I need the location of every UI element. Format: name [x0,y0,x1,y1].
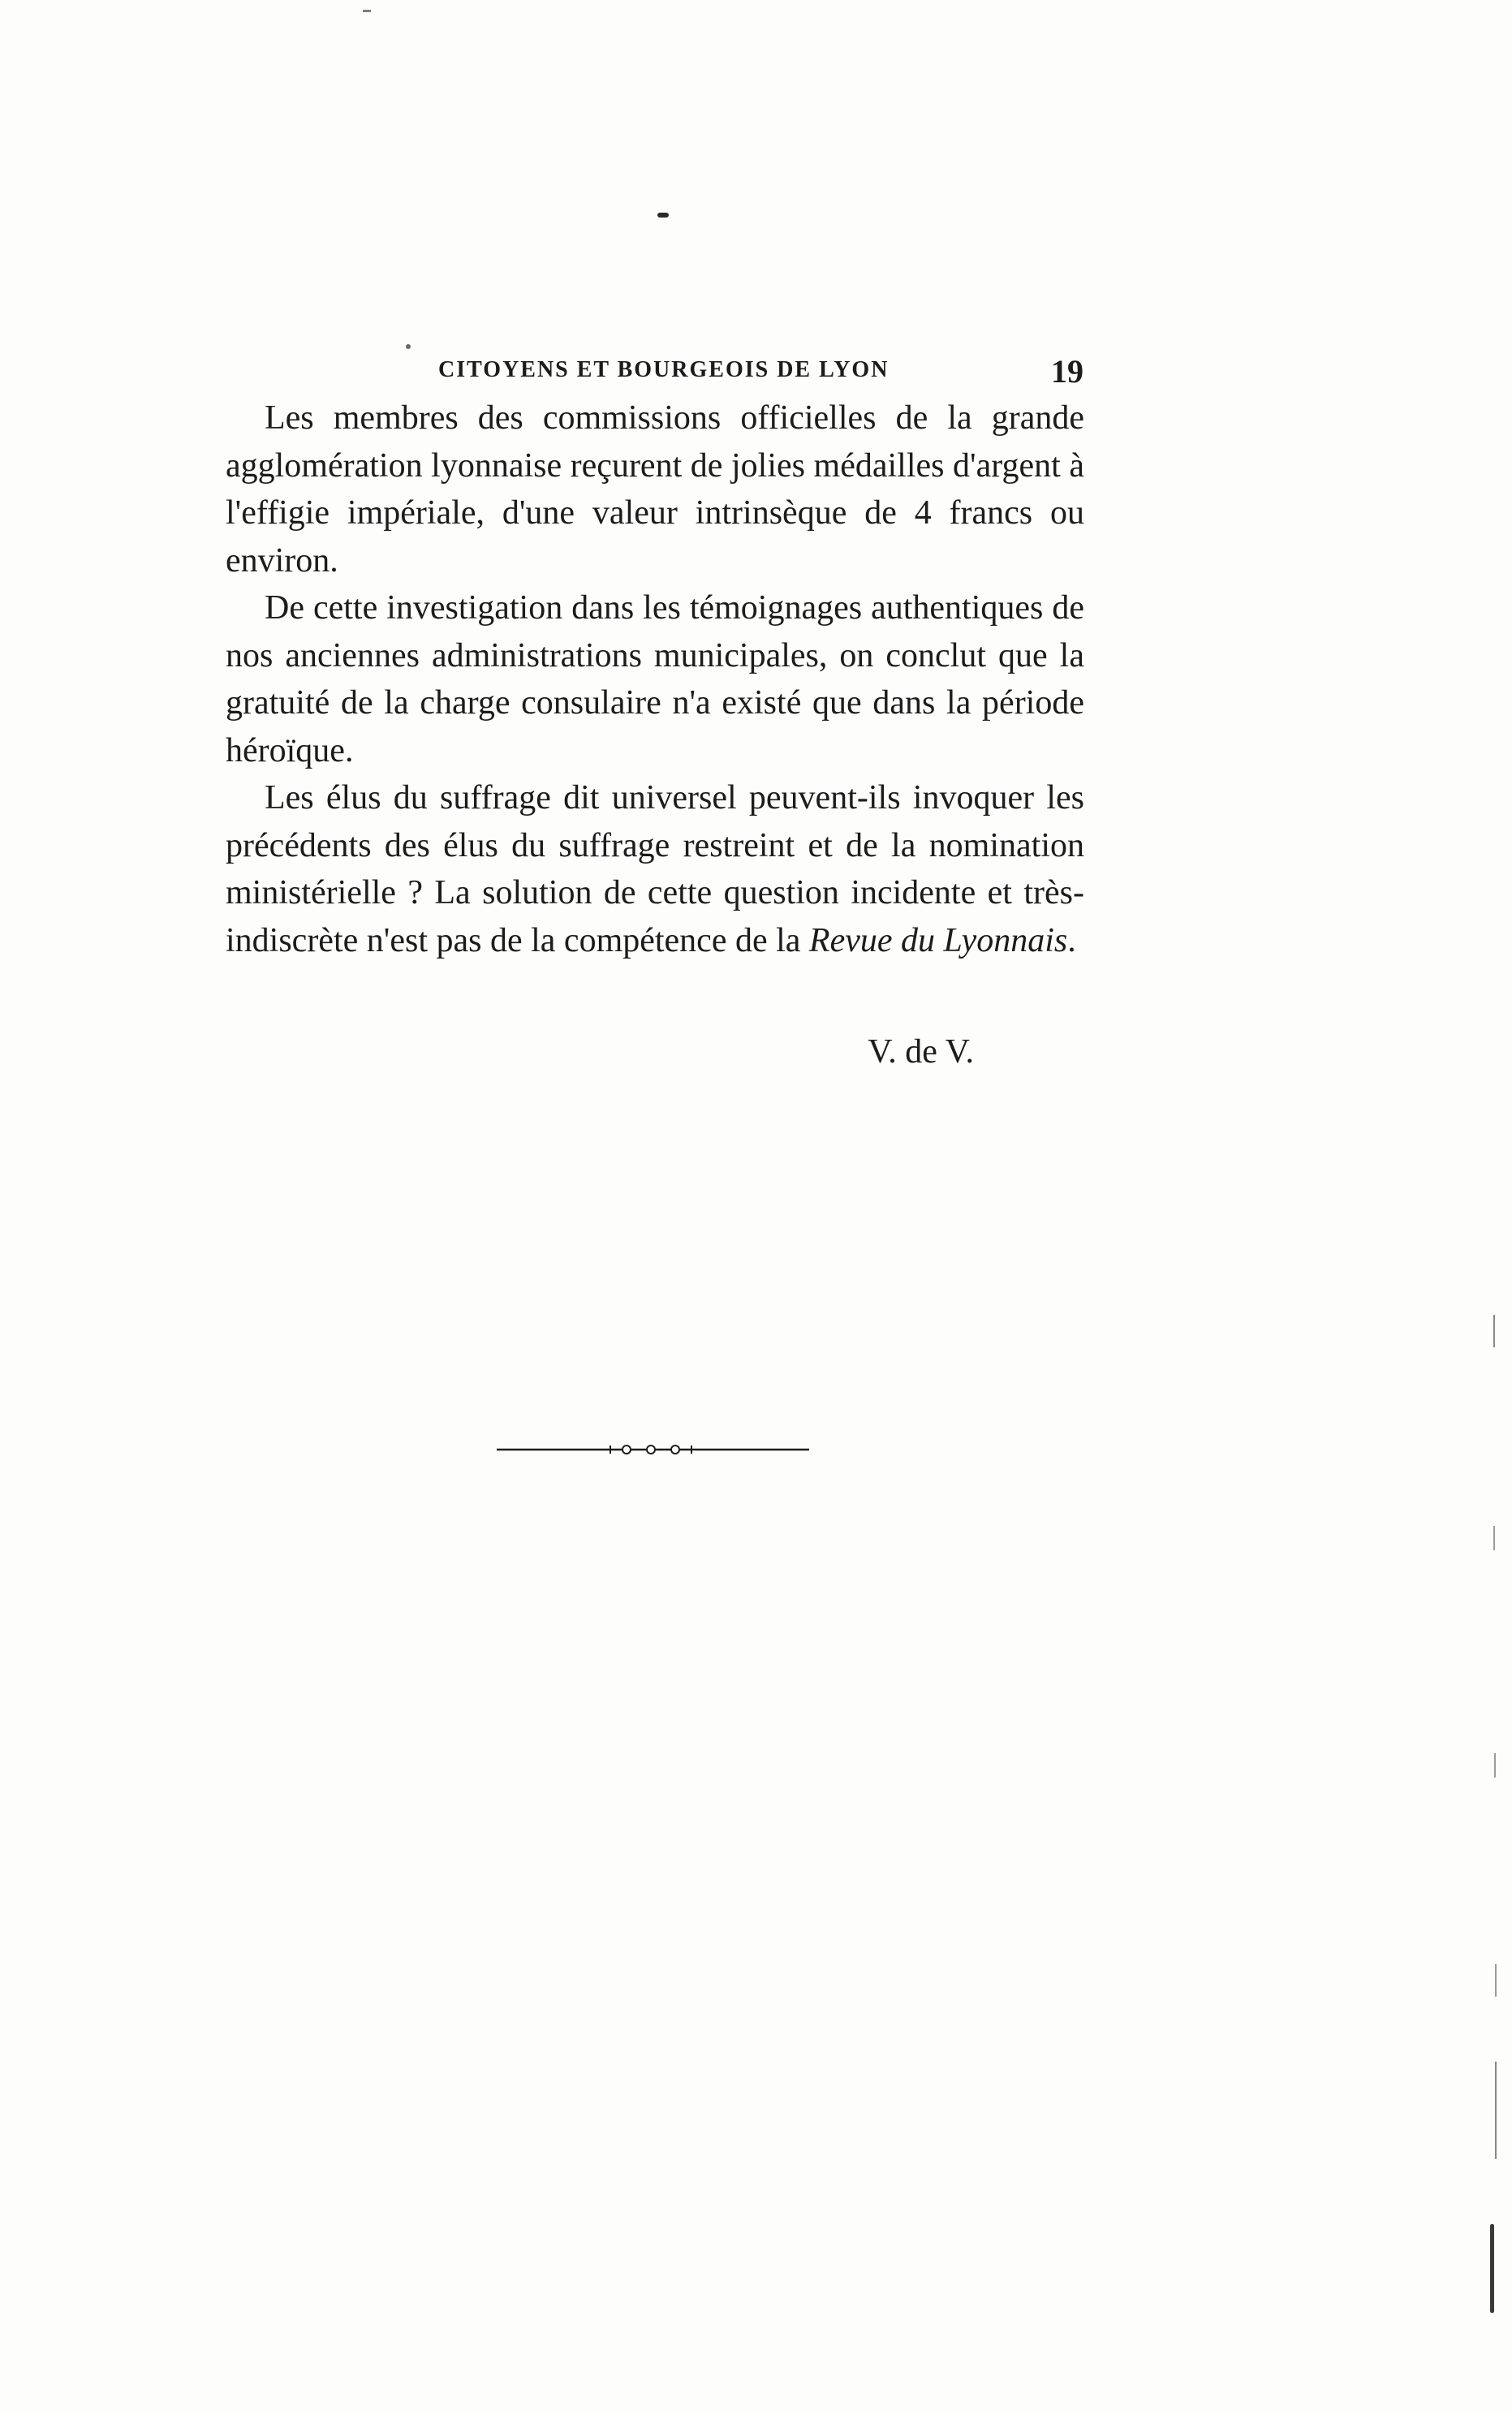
body-text [226,394,1084,964]
paragraph-2: De cette investigation dans les témoignages authentiques de nos anciennes administrations municipales, on conclut que la gratuité de la charge consulaire n'a existé que dans la période héroïque. [226,589,1084,769]
edge-mark [1493,1526,1495,1550]
scan-speck [657,213,669,218]
signature: V. de V. [868,1033,974,1071]
edge-mark [1494,1753,1496,1777]
edge-mark [1495,1964,1497,1997]
paragraph-3-start: Les élus du suffrage dit universel peuvent-ils invoquer les précédents des élus du suffrage restreint et de la nomination ministérielle ? La solution de cette question incidente et très-indiscrète n'est pas de la compétence de la [226,779,1084,959]
running-title: CITOYENS ET BOURGEOIS DE LYON [438,357,890,382]
page-number: 19 [1051,353,1083,390]
paragraph-3-end: . [1067,921,1076,959]
edge-mark [1495,2062,1497,2159]
journal-title: Revue du Lyonnais [808,921,1068,959]
paragraph-1: Les membres des commissions officielles de la grande agglomération lyonnaise reçurent de jolies médailles d'argent à l'effigie impériale, d'une valeur intrinsèque de 4 francs ou environ. [226,399,1084,580]
scan-speck [363,10,371,12]
running-head [438,352,1083,393]
scan-speck [406,344,411,349]
edge-mark [1490,2224,1494,2313]
ornament-rule [497,1437,809,1461]
paragraph-3 [226,774,1084,964]
edge-mark [1493,1315,1495,1347]
